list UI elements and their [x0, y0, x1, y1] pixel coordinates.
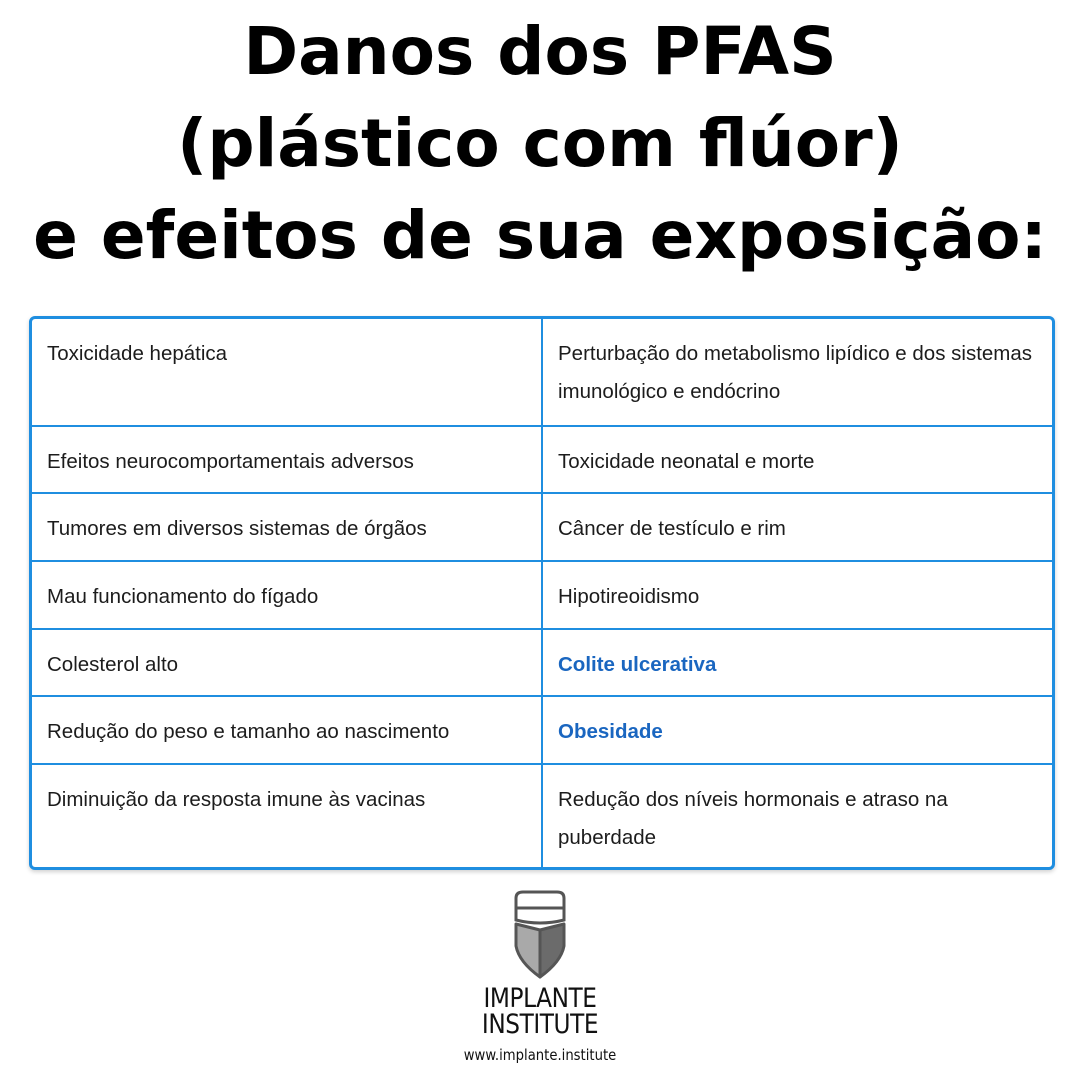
title-line-2: (plástico com flúor): [177, 105, 903, 182]
brand-logo: [0, 888, 1080, 1064]
table-cell-effect: Diminuição da resposta imune às vacinas: [32, 764, 542, 867]
table-cell-effect: Perturbação do metabolismo lipídico e dos sistemas imunológico e endócrino: [542, 319, 1052, 426]
table-cell-effect: Colesterol alto: [32, 629, 542, 696]
page-title: [0, 6, 1080, 282]
table-cell-effect: Hipotireoidismo: [542, 561, 1052, 629]
table-cell-effect: Toxicidade neonatal e morte: [542, 426, 1052, 493]
table-cell-effect: Tumores em diversos sistemas de órgãos: [32, 493, 542, 561]
brand-line-2: INSTITUTE: [481, 1009, 599, 1040]
title-line-1: Danos dos PFAS: [243, 13, 837, 90]
table-row: [32, 319, 1052, 426]
table-cell-link[interactable]: Colite ulcerativa: [542, 629, 1052, 696]
brand-line-1: IMPLANTE: [483, 983, 597, 1014]
table-cell-link[interactable]: Obesidade: [542, 696, 1052, 764]
table-cell-effect: Toxicidade hepática: [32, 319, 542, 426]
table-row: [32, 426, 1052, 493]
effects-table: [29, 316, 1055, 870]
table-row: [32, 696, 1052, 764]
table-cell-effect: Redução do peso e tamanho ao nascimento: [32, 696, 542, 764]
table-cell-effect: Efeitos neurocomportamentais adversos: [32, 426, 542, 493]
shield-icon: [511, 888, 569, 980]
table-cell-effect: Redução dos níveis hormonais e atraso na puberdade: [542, 764, 1052, 867]
title-line-3: e efeitos de sua exposição:: [33, 197, 1047, 274]
brand-name: [76, 983, 1005, 1040]
table-row: [32, 493, 1052, 561]
table-row: [32, 764, 1052, 867]
brand-url[interactable]: www.implante.institute: [463, 1046, 617, 1064]
table-cell-effect: Mau funcionamento do fígado: [32, 561, 542, 629]
table-row: [32, 561, 1052, 629]
table-row: [32, 629, 1052, 696]
table-cell-effect: Câncer de testículo e rim: [542, 493, 1052, 561]
